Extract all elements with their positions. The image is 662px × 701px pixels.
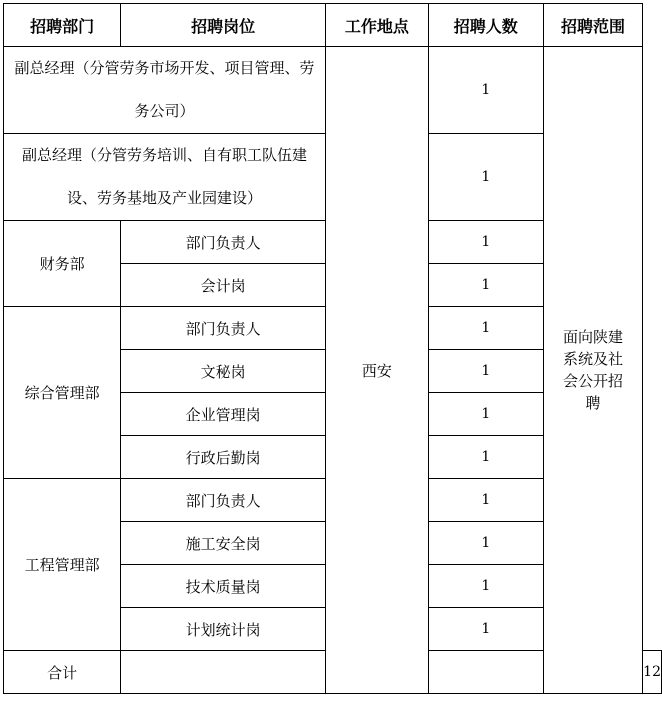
position-cell: 部门负责人 (121, 221, 326, 264)
recruitment-table-container (3, 3, 662, 694)
scope-cell: 面向陕建 系统及社 会公开招 聘 (543, 47, 642, 694)
position-cell: 会计岗 (121, 264, 326, 307)
count-cell: 1 (428, 221, 543, 264)
count-cell: 1 (428, 307, 543, 350)
count-cell: 1 (428, 522, 543, 565)
header-scope: 招聘范围 (543, 4, 642, 47)
location-cell: 西安 (326, 47, 429, 694)
position-cell: 行政后勤岗 (121, 436, 326, 479)
total-empty-position (121, 651, 326, 694)
total-empty-location (428, 651, 543, 694)
total-count: 12 (643, 651, 662, 694)
count-cell: 1 (428, 393, 543, 436)
table-row (4, 47, 662, 134)
recruitment-table (3, 3, 662, 694)
header-count: 招聘人数 (428, 4, 543, 47)
count-cell: 1 (428, 264, 543, 307)
count-cell: 1 (428, 47, 543, 134)
header-position: 招聘岗位 (121, 4, 326, 47)
position-cell: 技术质量岗 (121, 565, 326, 608)
position-cell: 部门负责人 (121, 307, 326, 350)
position-title-cell: 副总经理（分管劳务培训、自有职工队伍建设、劳务基地及产业园建设） (4, 134, 326, 221)
header-location: 工作地点 (326, 4, 429, 47)
total-label: 合计 (4, 651, 121, 694)
header-row (4, 4, 662, 47)
count-cell: 1 (428, 565, 543, 608)
position-cell: 企业管理岗 (121, 393, 326, 436)
position-title-cell: 副总经理（分管劳务市场开发、项目管理、劳务公司） (4, 47, 326, 134)
count-cell: 1 (428, 436, 543, 479)
count-cell: 1 (428, 350, 543, 393)
position-cell: 部门负责人 (121, 479, 326, 522)
position-cell: 计划统计岗 (121, 608, 326, 651)
count-cell: 1 (428, 134, 543, 221)
dept-cell: 综合管理部 (4, 307, 121, 479)
position-cell: 文秘岗 (121, 350, 326, 393)
header-dept: 招聘部门 (4, 4, 121, 47)
dept-cell: 工程管理部 (4, 479, 121, 651)
count-cell: 1 (428, 608, 543, 651)
position-cell: 施工安全岗 (121, 522, 326, 565)
count-cell: 1 (428, 479, 543, 522)
dept-cell: 财务部 (4, 221, 121, 307)
